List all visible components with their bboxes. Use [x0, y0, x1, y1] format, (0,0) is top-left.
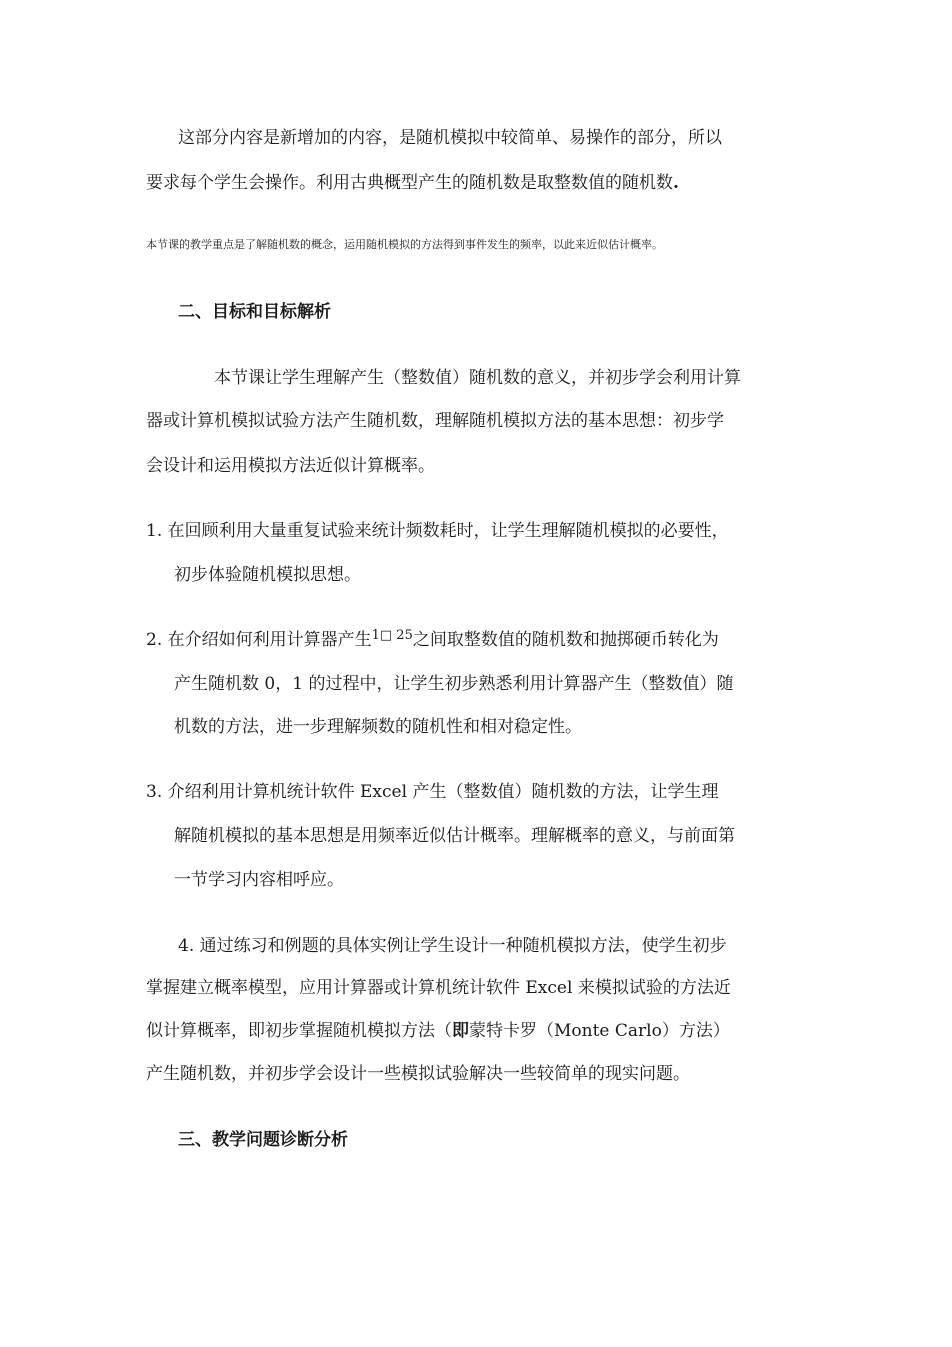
item-4-line-1: 4. 通过练习和例题的具体实例让学生设计一种随机模拟方法，使学生初步 [178, 936, 727, 956]
item-3-line-3: 一节学习内容相呼应。 [174, 870, 344, 890]
item-3-line-1: 3. 介绍利用计算机统计软件 Excel 产生（整数值）随机数的方法，让学生理 [146, 782, 719, 802]
intro-line-2-text: 要求每个学生会操作。利用古典概型产生的随机数是取整数值的随机数 [146, 173, 673, 193]
item-4-line-3 [146, 1020, 730, 1042]
section-2-para-line-2: 器或计算机模拟试验方法产生随机数，理解随机模拟方法的基本思想：初步学 [146, 411, 724, 431]
item-2-line-2: 产生随机数 0，1 的过程中，让学生初步熟悉利用计算器产生（整数值）随 [174, 674, 734, 694]
item-4-line-2: 掌握建立概率模型，应用计算器或计算机统计软件 Excel 来模拟试验的方法近 [146, 978, 731, 998]
intro-line-2 [146, 172, 679, 194]
item-4-line-3-bold: 即 [452, 1021, 469, 1041]
item-2-line-3: 机数的方法，进一步理解频数的随机性和相对稳定性。 [174, 717, 582, 737]
item-2-line-1 [146, 629, 719, 653]
intro-line-2-end: . [673, 173, 679, 193]
item-2-range: 1□ 25 [371, 628, 413, 643]
item-3-line-2: 解随机模拟的基本思想是用频率近似估计概率。理解概率的意义，与前面第 [174, 826, 735, 846]
item-2-pre: 2. 在介绍如何利用计算器产生 [146, 630, 372, 650]
section-2-para-line-3: 会设计和运用模拟方法近似计算概率。 [146, 456, 435, 476]
section-2-para-line-1: 本节课让学生理解产生（整数值）随机数的意义，并初步学会利用计算 [214, 368, 741, 388]
item-2-post: 之间取整数值的随机数和抛掷硬币转化为 [412, 630, 719, 650]
item-1-line-2: 初步体验随机模拟思想。 [174, 565, 361, 585]
section-3-heading: 三、教学问题诊断分析 [178, 1130, 348, 1150]
item-4-line-3-post: 蒙特卡罗（Monte Carlo）方法） [469, 1021, 730, 1041]
item-4-line-3-pre: 似计算概率，即初步掌握随机模拟方法（ [146, 1021, 452, 1041]
section-2-heading: 二、目标和目标解析 [178, 302, 331, 322]
intro-line-1: 这部分内容是新增加的内容，是随机模拟中较简单、易操作的部分，所以 [178, 128, 722, 148]
item-1-line-1: 1. 在回顾利用大量重复试验来统计频数耗时，让学生理解随机模拟的必要性， [146, 521, 729, 541]
intro-note: 本节课的教学重点是了解随机数的概念，运用随机模拟的方法得到事件发生的频率，以此来近似估计概率。 [146, 238, 663, 251]
item-4-line-4: 产生随机数，并初步学会设计一些模拟试验解决一些较简单的现实问题。 [146, 1064, 690, 1084]
